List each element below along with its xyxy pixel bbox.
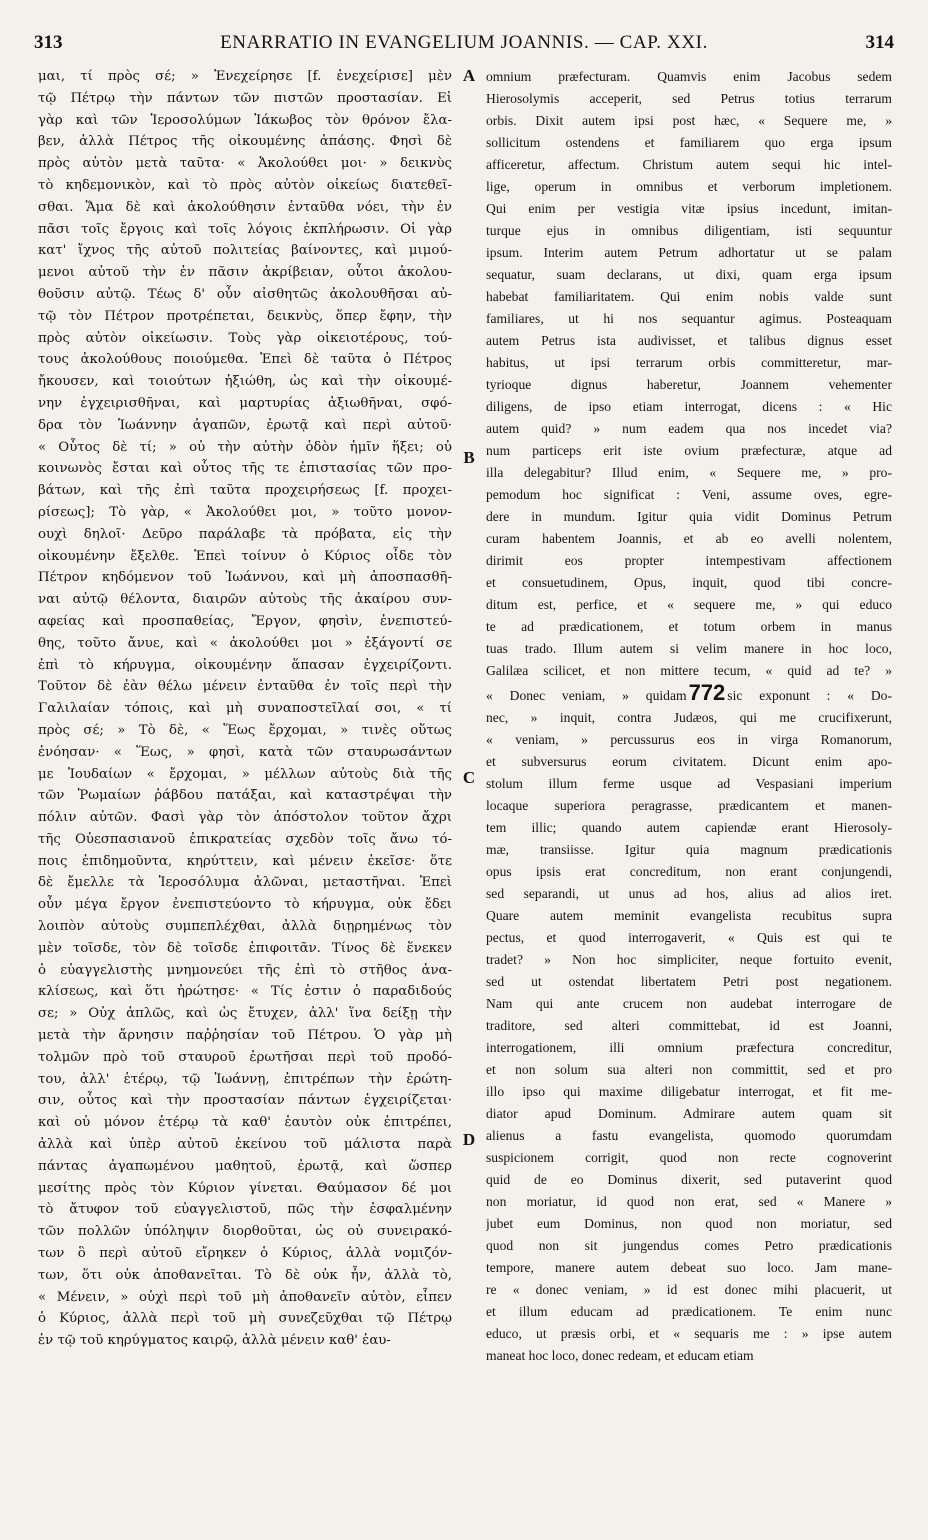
margin-mark-b: B [463, 448, 475, 467]
latin-text-line: turque ejus in omnibus diligentiam, isti sequuntur [486, 223, 892, 238]
greek-text-line: βεν, ἀλλὰ Πέτρος τῆς οἰκουμένης ἁπάσης. Φησὶ δὲ [38, 134, 452, 150]
latin-text-line: sed separandi, ut unus ad hos, alius ad alios iret. [486, 886, 892, 901]
latin-text-line: diligens, de ipso etiam interrogat, dicens : « Hic [486, 399, 892, 414]
latin-text-line: dirimit eos propter intempestivam affectionem [486, 553, 892, 568]
running-title: ENARRATIO IN EVANGELIUM JOANNIS. — CAP. XXI. [220, 32, 708, 53]
greek-text-line: πρὸς αὐτὸν μετὰ ταῦτα· « Ἀκολούθει μοι· » δεικνὺς [38, 156, 452, 172]
latin-text-line: maneat hoc loco, donec redeam, et educam etiam [486, 1348, 754, 1363]
greek-text-line: τῶν Ῥωμαίων ῥάβδου πατάξαι, καὶ καταστρέψαι τὴν [38, 788, 452, 804]
greek-text-line: λοιπὸν αὐτοὺς συμπεπλέχθαι, ἀλλὰ διῃρημένως τὸν [38, 919, 452, 935]
latin-text-line: Quare autem meminit evangelista recubitus supra [486, 908, 892, 923]
latin-text-line: et consuetudinem, Opus, inquit, quod tibi concre- [486, 575, 892, 590]
greek-text-line: σιν, οὗτος καὶ τὴν προστασίαν πάντων ἐγχειρίζεται· [38, 1093, 452, 1109]
latin-text-line: tuas trado. Illum autem si velim manere in hoc loco, [486, 641, 892, 656]
latin-text-line: et non solum sua alteri non committit, sed et pro [486, 1062, 892, 1077]
greek-text-line: Τοῦτον δὲ ἐὰν θέλω μένειν ἐνταῦθα ἐν τοῖς περὶ τὴν [38, 679, 452, 695]
latin-text-line: Qui enim per vestigia vitæ ipsius incedunt, imitan- [486, 201, 892, 216]
latin-text-line: sequatur, suam declarans, ut dixi, quam erga ipsum [486, 267, 892, 282]
latin-text-line: Nam qui ante crucem non audebat interrogare de [486, 996, 892, 1011]
latin-text-line: non moriatur, id quod non erat, sed « Manere » [486, 1194, 892, 1209]
greek-text-line: Πέτρον κηδόμενον τοῦ Ἰωάννου, καὶ μὴ ἀποσπασθῆ- [38, 570, 452, 586]
greek-text-line: γὰρ καὶ τῶν Ἱεροσολύμων Ἰάκωβος τὸν θρόνον ἔλα- [38, 112, 452, 128]
latin-text-line: locaque superiora peragrasse, prædicantem et manen- [486, 798, 892, 813]
latin-text-line: tem illic; quando autem capiendæ erant Hierosoly- [486, 820, 892, 835]
latin-text-line: educo, ut præsis orbi, et « sequaris me : » ipse autem [486, 1326, 892, 1341]
latin-text-line: ipsum. Interim autem Petrum adhortatur ut se palam [486, 245, 892, 260]
greek-text-line: οὖν μέγα ἔργον ἐνεπιστεύοντο τὸ κήρυγμα, οὐκ ἔδει [38, 897, 452, 913]
greek-text-line: πόλιν αὐτῶν. Φασὶ γὰρ τὸν ἀπόστολον τοῦτον ἄχρι [38, 810, 452, 826]
greek-text-line: με Ἰουδαίων « ἔρχομαι, » μέλλων αὐτοὺς διὰ τῆς [38, 766, 452, 782]
greek-text-line: σθαι. Ἅμα δὲ καὶ ἀκολούθησιν ἐνταῦθα νόει, τὴν ἐν [38, 199, 452, 215]
latin-text-line: diator apud Dominum. Admirare autem quam sit [486, 1106, 892, 1121]
latin-text-line: tradet? » Non hoc simpliciter, neque fortuito evenit, [486, 952, 892, 967]
greek-text-line: ποις ἐπιδημοῦντα, κηρύττειν, καὶ μένειν ἐκεῖσε· ὅτε [38, 853, 452, 869]
greek-text-line: τὸ ἄτυφον τοῦ εὐαγγελιστοῦ, πῶς τὴν ἐσφαλμένην [38, 1202, 452, 1218]
latin-text-line: et subversurus eorum civitatem. Dicunt enim apo- [486, 754, 892, 769]
margin-marks [452, 66, 486, 1526]
latin-text-line: tyrioque dignus haberetur, Joannem vehementer [486, 377, 892, 392]
greek-text-line: κατ' ἴχνος τῆς αὐτοῦ πολιτείας βαίνοντες, καὶ μιμού- [38, 243, 452, 259]
greek-text-line: μαι, τί πρὸς σέ; » Ἐνεχείρησε [f. ἐνεχείρισε] μὲν [38, 69, 452, 84]
latin-text-line: habitus, ut ipsi terrarum orbis committeretur, mar- [486, 355, 892, 370]
greek-text-line: μετὰ τὴν ἄρνησιν παῤῥησίαν τοῦ Πέτρου. Ὁ γὰρ μὴ [38, 1028, 452, 1044]
greek-text-line: τὸ κηδεμονικὸν, καὶ τὸ πρὸς αὐτὸν οἰκείως διατεθεῖ- [38, 177, 452, 193]
greek-text-line: τολμῶν πρὸ τοῦ σταυροῦ ἐρωτῆσαι περὶ τοῦ προδό- [38, 1049, 452, 1065]
greek-text-line: καὶ οὐ μόνον ἑτέρῳ τὰ καθ' ἑαυτὸν οὐκ ἐπιτρέπει, [38, 1115, 452, 1131]
greek-text-line: κλίσεως, καὶ ὅτι ἠρώτησε· « Τίς ἐστιν ὁ παραδιδούς [38, 984, 452, 1000]
greek-text-line: ουχὶ δηλοῖ· Δεῦρο παράλαβε τὰ πρόβατα, εἰς τὴν [38, 526, 452, 542]
latin-text-line: stolum illum ferme usque ad Vespasiani imperium [486, 776, 892, 791]
latin-text-line: curam habentem Joannis, et ab eo avelli nolentem, [486, 531, 892, 546]
greek-text-line: ἐνόησαν· « Ἕως, » φησὶ, κατὰ τῶν σταυρωσάντων [38, 744, 452, 760]
latin-column [486, 66, 892, 1526]
latin-text-line: re « donec veniam, » id est donec mihi placuerit, ut [486, 1282, 892, 1297]
greek-text-line: τῷ τὸν Πέτρον προτρέπεται, δεικνὺς, ὅπερ ἔφην, τὴν [38, 308, 452, 324]
latin-text-line: pemodum hoc significat : Veni, assume oves, egre- [486, 487, 892, 502]
greek-text-line: τῷ Πέτρῳ τὴν πάντων τῶν πιστῶν προστασίαν. Εἰ [38, 90, 452, 106]
greek-column [38, 66, 452, 1526]
greek-text-line: οἰκουμένην ἔξελθε. Ἐπεὶ τοίνυν ὁ Κύριος οἶδε τὸν [38, 548, 452, 564]
greek-text-line: δὲ ἔμελλε τὰ Ἱεροσόλυμα ἁλῶναι, μεταστῆναι. Ἐπεὶ [38, 875, 452, 891]
latin-text-line: ditum est, perfice, et « sequere me, » qui educo [486, 597, 892, 612]
latin-text-line: autem quid? » num eadem qua nos incedet via? [486, 421, 892, 436]
latin-text-line: Hierosolymis acceperit, sed Petrus totius terrarum [486, 91, 892, 106]
greek-text-line: ἤκουσεν, καὶ τοιούτων ἠξιώθη, ὡς καὶ τὴν οἰκουμέ- [38, 374, 452, 390]
greek-text-line: θης, τοῦτο ἄνυε, καὶ « ἀκολούθει μοι » ἐξάγοντί σε [38, 635, 452, 651]
latin-text-line: sed ut ostendat libertatem Petri post negationem. [486, 974, 892, 989]
latin-text-line: tempore, manere autem debeat suo loco. Jam mane- [486, 1260, 892, 1275]
latin-text-line: alienus a fastu evangelista, quomodo quorumdam [486, 1128, 892, 1143]
margin-mark-c: C [462, 768, 476, 787]
greek-text-line: των ὃ περὶ αὐτοῦ εἴρηκεν ὁ Κύριος, ἀλλὰ νομιζόν- [38, 1246, 452, 1262]
latin-text-line: nec, » inquit, contra Judæos, qui me crucifixerunt, [486, 710, 892, 725]
greek-text-line: ἐπὶ τὸ κήρυγμα, οἰκουμένην ἅπασαν ἐγχειρίζοντι. [38, 657, 452, 673]
greek-text-line: τους ἀκολούθους ποιούμεθα. Ἐπεὶ δὲ ταῦτα ὁ Πέτρος [38, 352, 452, 368]
latin-text-line: quod non sit jungendus comes Petro prædicationis [486, 1238, 892, 1253]
latin-text-line: « veniam, » percussurus eos in virga Romanorum, [486, 732, 892, 747]
greek-text-line: τῆς Οὐεσπασιανοῦ ἐπικρατείας σχεδὸν τοῖς ἄνω τό- [38, 831, 452, 847]
greek-text-line: του, ἀλλ' ἑτέρῳ, τῷ Ἰωάννῃ, ἐπιτρέπων τὴν ἐρώτη- [38, 1071, 452, 1087]
latin-text-line: dere in mundum. Igitur quia vidit Dominus Petrum [486, 509, 892, 524]
latin-text-line: illo ipso qui maxime diligebatur interrogat, et fit me- [486, 1084, 892, 1099]
latin-text-line: orbis. Dixit autem ipsi post hæc, « Sequere me, » [486, 113, 892, 128]
text-fragment: sic exponunt : « Do- [727, 688, 892, 703]
latin-text-line: quid de eo Dominus dixerit, sed putaverint quod [486, 1172, 892, 1187]
running-header [34, 32, 894, 60]
latin-text-line: suspicionem corrigit, quod non recte cognoverint [486, 1150, 892, 1165]
latin-text-line: interrogationem, illi omnium præfectura concreditur, [486, 1040, 892, 1055]
greek-text-line: νην ἐγχειρισθῆναι, καὶ μαρτυρίας ἀξιωθῆναι, σφό- [38, 395, 452, 411]
latin-text-line: Galilæa scilicet, et non mittere tecum, « quid ad te? » [486, 663, 892, 678]
greek-text-line: ὁ εὐαγγελιστὴς μνημονεύει τῆς ἐπὶ τὸ στῆθος ἀνα- [38, 962, 452, 978]
greek-text-line: ρίσεως]; Τὸ γὰρ, « Ἀκολούθει μοι, » τοῦτο μονον- [38, 504, 452, 520]
latin-text-line: afficeretur, affectum. Christum autem sequi hic intel- [486, 157, 892, 172]
latin-text-line: pectus, et quod interrogaverit, « Quis est qui te [486, 930, 892, 945]
latin-text-line: autem Petrus ista audivisset, et talibus dignus esset [486, 333, 892, 348]
latin-text-line: opus ipsis erat concreditum, non erant conjungendi, [486, 864, 892, 879]
greek-text-line: ναι αὐτῷ θέλοντα, διαιρῶν αὐτοὺς τῆς ἀκαίρου συν- [38, 592, 452, 608]
greek-text-line: πρὸς αὐτὸν οἰκείωσιν. Τοὺς γὰρ οἰκειοτέρους, τού- [38, 330, 452, 346]
greek-text-line: μὲν τοῖσδε, τὸν δὲ τοῖσδε ἐπιφοιτᾶν. Τίνος δὲ ἕνεκεν [38, 940, 452, 956]
text-fragment: « Donec veniam, » quidam [486, 688, 687, 703]
latin-text-line: te ad prædicationem, et totum orbem in manus [486, 619, 892, 634]
page-number-left: 313 [34, 32, 63, 53]
latin-text-line: sollicitum ostendens et familiarem quo erga ipsum [486, 135, 892, 150]
latin-text-line: traditore, sed alteri committebat, id est Joanni, [486, 1018, 892, 1033]
greek-text-line: θοῦσιν αὐτῷ. Τέως δ' οὖν αἰσθητῶς ἀκολουθῆσαι αὐ- [38, 286, 452, 302]
greek-text-line: μενοι αὐτοῦ τὴν ἐν πᾶσιν ἀκρίβειαν, οὗτοι ἀκολου- [38, 265, 452, 281]
latin-text-line: familiares, ut hi nos sequantur agimus. Posteaquam [486, 311, 892, 326]
latin-text-line [486, 682, 892, 707]
margin-mark-d: D [462, 1130, 476, 1149]
greek-text-line: σε; » Οὐχ ἁπλῶς, καὶ ὡς ἔτυχεν, ἀλλ' ἵνα δείξῃ τὴν [38, 1006, 452, 1022]
greek-text-line: πάντας ἀγαπωμένου μαθητοῦ, ἐρωτᾷ, καὶ ὥσπερ [38, 1158, 452, 1174]
greek-text-line: « Μένειν, » οὐχὶ περὶ τοῦ μὴ ἀποθανεῖν αὐτὸν, εἶπεν [38, 1289, 452, 1305]
latin-text-line: num particeps erit iste ovium præfecturæ, atque ad [486, 443, 892, 458]
greek-text-line: ἀλλὰ καὶ ὑπὲρ αὐτοῦ ἐκείνου τοῦ μάλιστα παρὰ [38, 1137, 452, 1153]
greek-text-line: τῶν πολλῶν ὑπόληψιν διορθοῦται, ὡς οὐ συνειρακό- [38, 1224, 452, 1240]
greek-text-line: πᾶσι τοῖς ἔργοις καὶ τοῖς λόγοις ἐκπλήρωσιν. Οἱ γὰρ [38, 221, 452, 237]
greek-text-line: ὁ Κύριος, ἀλλὰ περὶ τοῦ μὴ συνεζεῦχθαι τῷ Πέτρῳ [38, 1311, 452, 1327]
greek-text-line: δρα τὸν Ἰωάννην ἀγαπῶν, ἐρωτᾷ καὶ περὶ αὐτοῦ· [38, 417, 452, 433]
latin-text-line: illa delegabitur? Illud enim, « Sequere me, » pro- [486, 465, 892, 480]
latin-text-line: habebat familiaritatem. Qui enim nobis valde sunt [486, 289, 892, 304]
latin-text-line: omnium præfecturam. Quamvis enim Jacobus sedem [486, 69, 892, 84]
greek-text-line: πρὸς σέ; » Τὸ δὲ, « Ἕως ἔρχομαι, » τινὲς οὕτως [38, 722, 452, 738]
page-number-right: 314 [865, 32, 894, 53]
latin-text-line: et illum educam ad prædicationem. Te enim nunc [486, 1304, 892, 1319]
greek-text-line: μεσίτης πρὸς τὸν Κύριον γίνεται. Θαύμασον δέ μοι [38, 1180, 452, 1196]
latin-text-line: lige, operum in omnibus et verborum impletionem. [486, 179, 892, 194]
latin-text-line: jubet eum Dominus, non quod non moriatur, sed [486, 1216, 892, 1231]
greek-text-line: βάτων, καὶ τῆς ἐπὶ ταῦτα προχειρήσεως [f. προχει- [38, 483, 452, 499]
greek-text-line: αφείας καὶ προσπαθείας, Ἔργον, φησὶν, ἐνεπιστεύ- [38, 613, 452, 629]
greek-text-line: « Οὗτος δὲ τί; » οὐ τὴν αὐτὴν ὁδὸν ἡμῖν ἥξει; οὐ [38, 439, 452, 455]
greek-text-line: κοινωνὸς ἔσται καὶ οὗτος τῆς τε ἐπιστασίας τῶν προ- [38, 461, 452, 477]
latin-text-line: mæ, transiisse. Igitur quia magnum prædicationis [486, 842, 892, 857]
greek-text-line: ἐν τῷ τοῦ κηρύγματος καιρῷ, ἀλλὰ μένειν καθ' ἑαυ- [38, 1333, 391, 1349]
greek-text-line: Γαλιλαίαν τόποις, καὶ μὴ συναποστεῖλαί σοι, « τί [38, 701, 452, 717]
margin-mark-a: A [462, 66, 476, 85]
column-number-marker: 772 [688, 682, 726, 705]
greek-text-line: των, ὅτι οὐκ ἀποθανεῖται. Τὸ δὲ οὐκ ἦν, ἀλλὰ τὸ, [38, 1267, 452, 1283]
